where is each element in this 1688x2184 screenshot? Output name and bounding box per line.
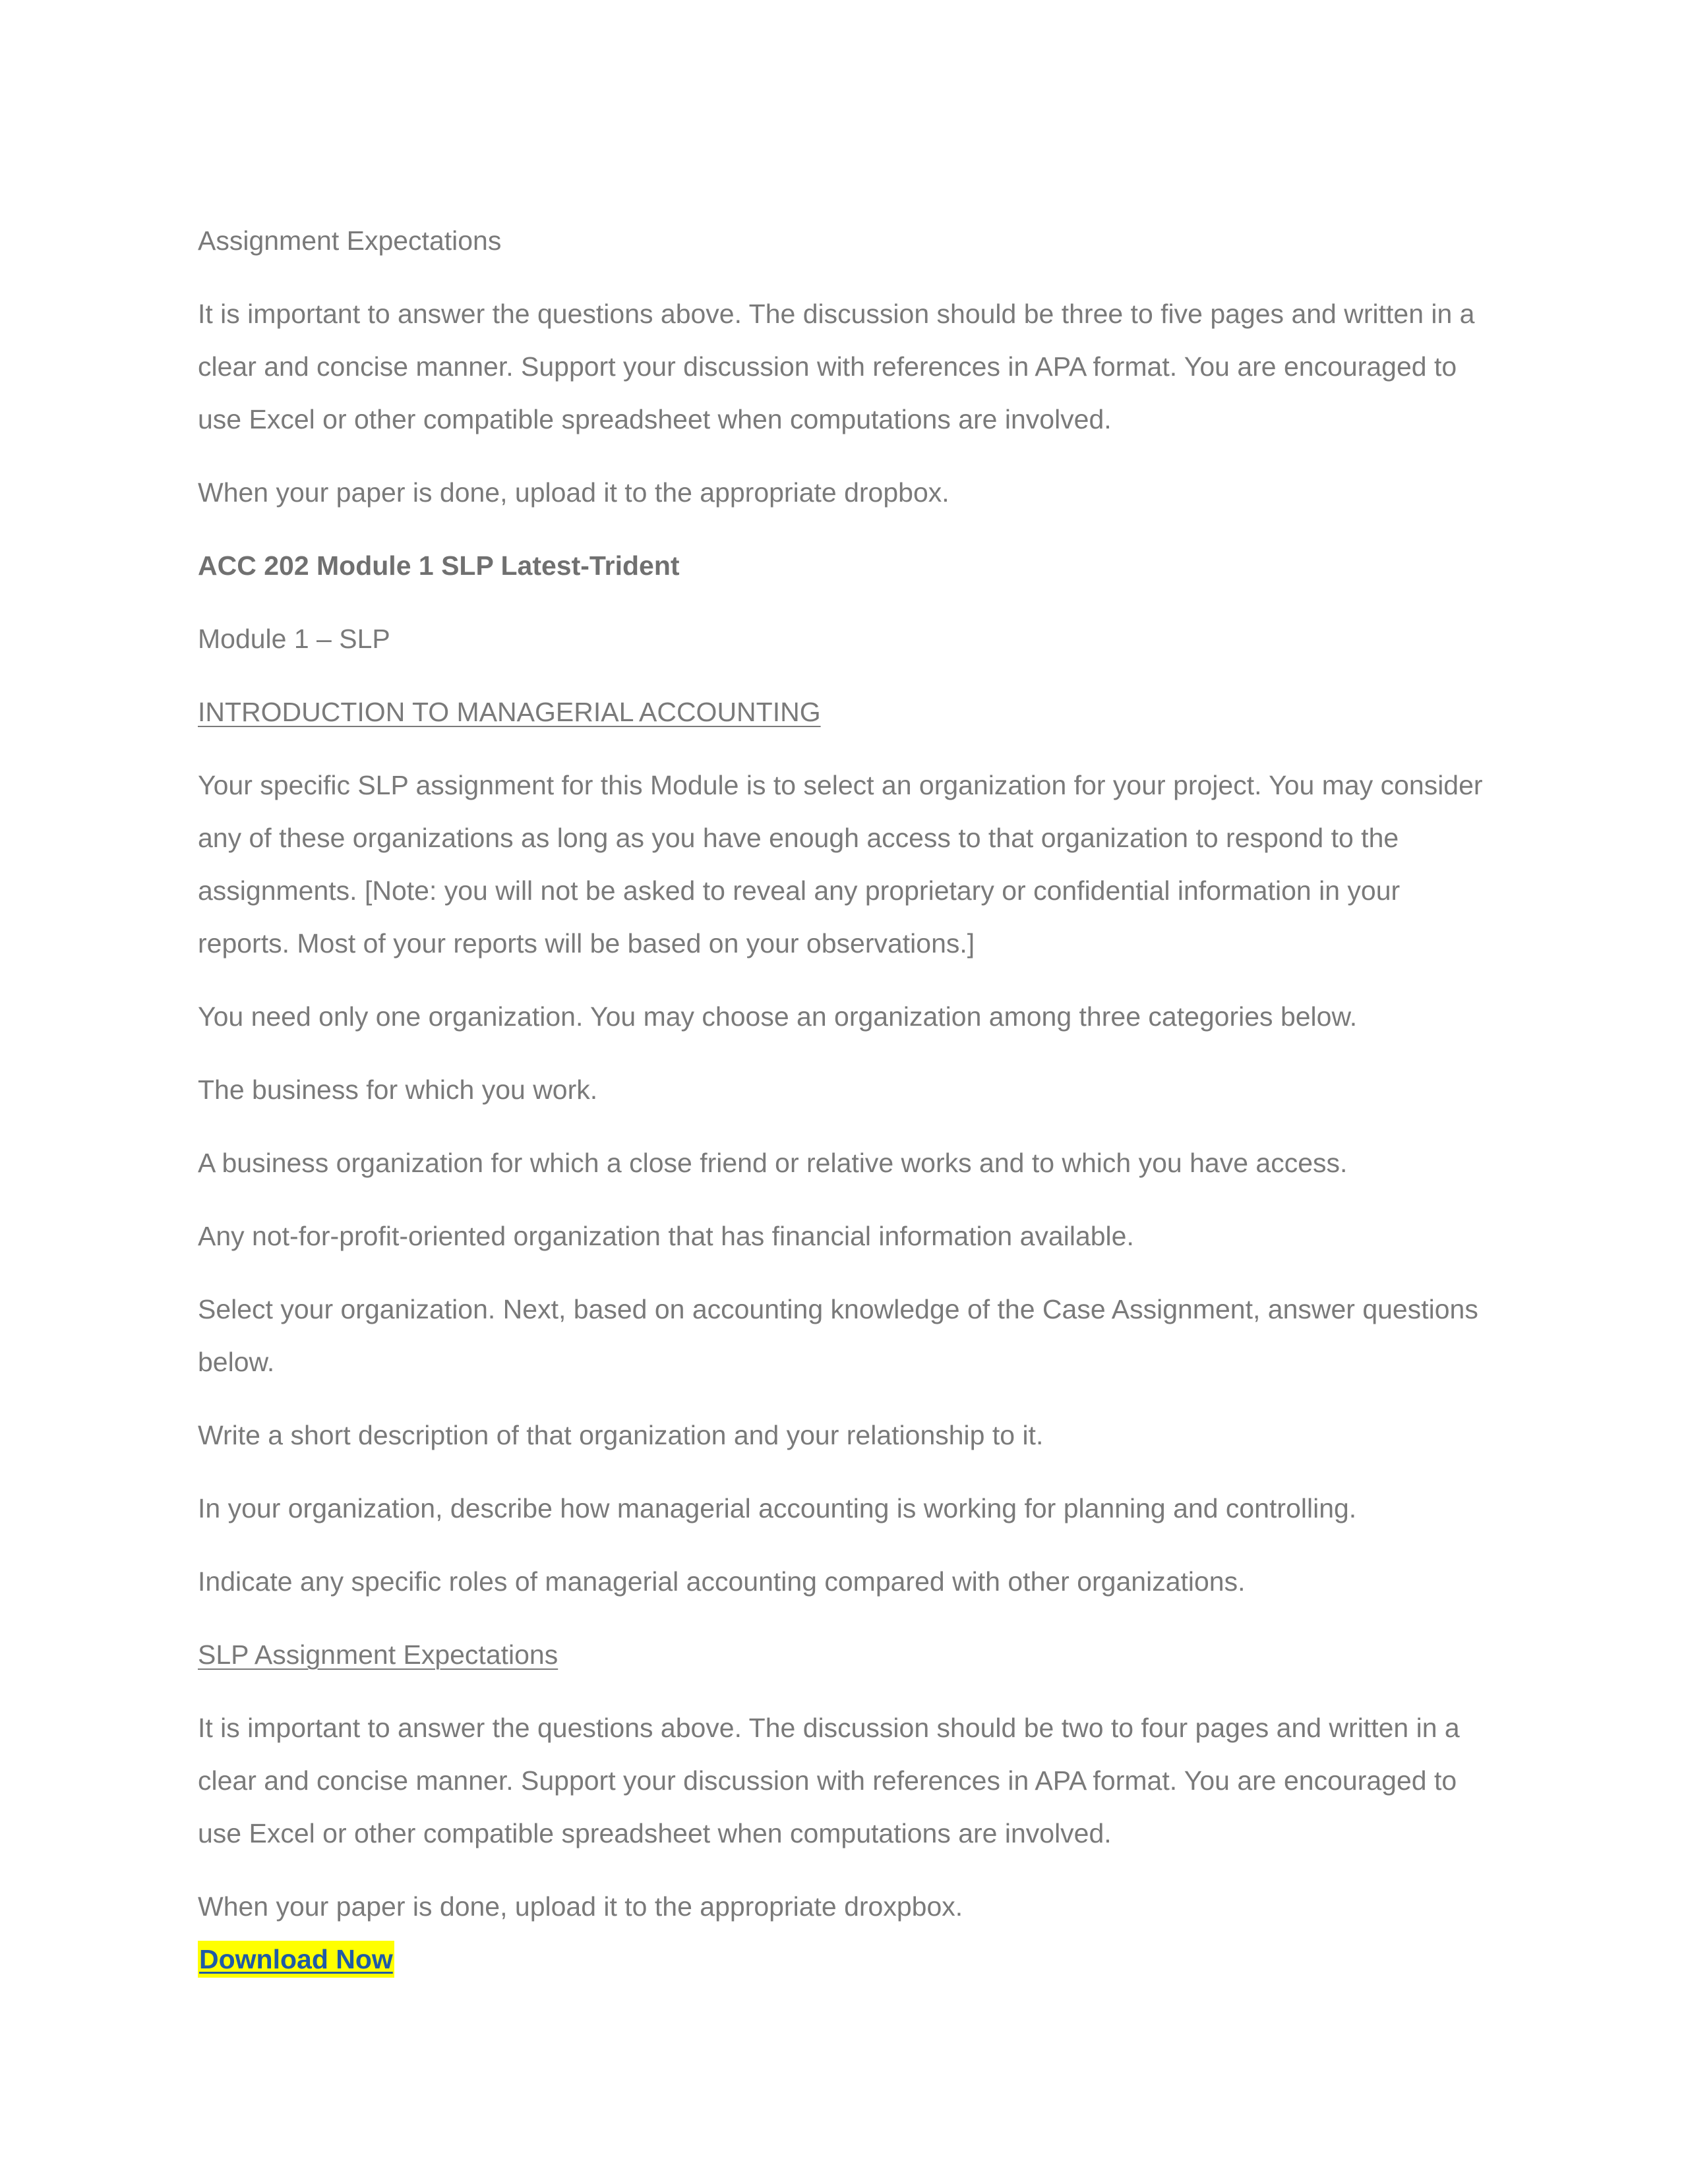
question-planning-controlling: In your organization, describe how managerial accounting is working for planning and controlling. (198, 1493, 1357, 1523)
list-item-nonprofit: Any not-for-profit-oriented organization that has financial information available. (198, 1221, 1134, 1251)
section-heading-introduction: INTRODUCTION TO MANAGERIAL ACCOUNTING (198, 697, 821, 727)
section-heading-slp-expectations: SLP Assignment Expectations (198, 1639, 558, 1670)
question-description: Write a short description of that organization and your relationship to it. (198, 1420, 1044, 1450)
paragraph-slp-requirements: It is important to answer the questions above. The discussion should be two to four pages and written in a clear and concise manner. Support your discussion with references in APA format. You are encouraged to use Excel or other compatible spreadsheet when computations are involved. (198, 1713, 1460, 1848)
download-now-link[interactable]: Download Now (198, 1941, 394, 1978)
document-body (198, 214, 1490, 1986)
section-heading-assignment-expectations: Assignment Expectations (198, 225, 502, 256)
paragraph-slp-assignment: Your specific SLP assignment for this Module is to select an organization for your project. You may consider any of these organizations as long as you have enough access to that organization to respond to the assignments. [Note: you will not be asked to reveal any proprietary or confidential information in your reports. Most of your reports will be based on your observations.] (198, 770, 1483, 959)
list-item-own-business: The business for which you work. (198, 1075, 598, 1105)
paragraph-assignment-requirements: It is important to answer the questions above. The discussion should be three to five pages and written in a clear and concise manner. Support your discussion with references in APA format. You are encouraged to use Excel or other compatible spreadsheet when computations are involved. (198, 299, 1475, 434)
module-label: Module 1 – SLP (198, 624, 390, 654)
paragraph-organization-choice: You need only one organization. You may choose an organization among three categories below. (198, 1001, 1358, 1032)
paragraph-upload-instructions: When your paper is done, upload it to the appropriate dropbox. (198, 477, 950, 508)
list-item-friend-business: A business organization for which a close friend or relative works and to which you have access. (198, 1148, 1348, 1178)
document-title: ACC 202 Module 1 SLP Latest-Trident (198, 550, 680, 581)
question-specific-roles: Indicate any specific roles of managerial accounting compared with other organizations. (198, 1566, 1246, 1597)
paragraph-select-organization: Select your organization. Next, based on accounting knowledge of the Case Assignment, answer questions below. (198, 1294, 1478, 1377)
paragraph-slp-upload-instructions: When your paper is done, upload it to the appropriate droxpbox. (198, 1891, 963, 1922)
